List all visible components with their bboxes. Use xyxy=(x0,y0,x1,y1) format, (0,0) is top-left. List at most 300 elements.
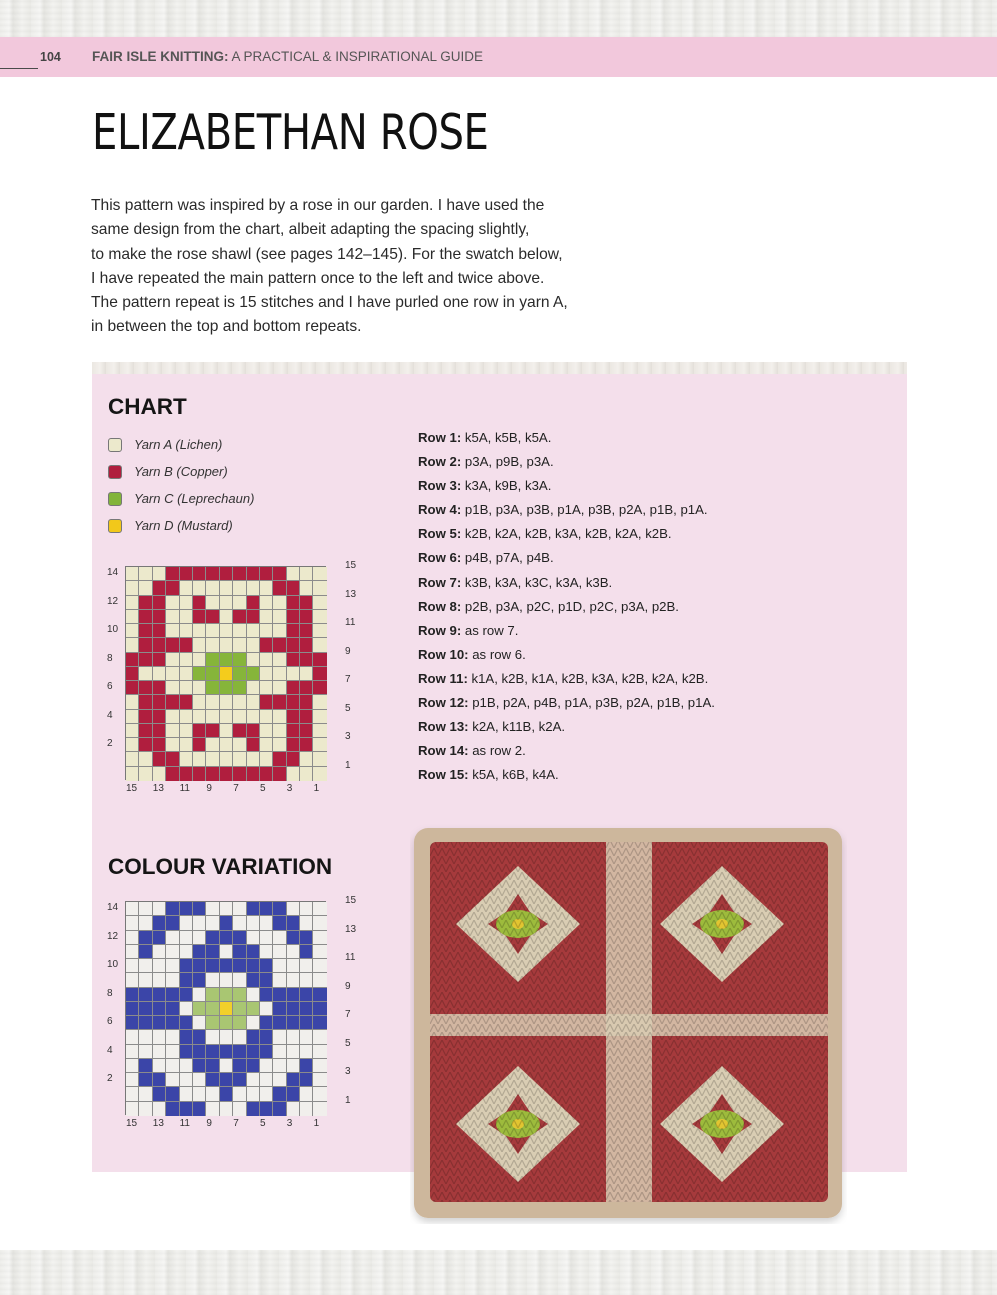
chart-cell xyxy=(139,638,152,652)
chart-cell xyxy=(206,767,219,781)
chart-cell xyxy=(260,638,273,652)
chart-cell xyxy=(166,1002,179,1016)
chart-cell xyxy=(220,610,233,624)
chart-cell xyxy=(166,916,179,930)
chart-cell xyxy=(233,945,246,959)
chart-cell xyxy=(313,653,326,667)
chart-cell xyxy=(233,959,246,973)
chart-cell xyxy=(153,767,166,781)
chart-cell xyxy=(180,710,193,724)
chart-cell xyxy=(300,1030,313,1044)
chart-cell xyxy=(166,902,179,916)
chart-cell xyxy=(273,1002,286,1016)
chart-cell xyxy=(247,1087,260,1101)
chart-cell xyxy=(260,1045,273,1059)
chart-cell xyxy=(206,1059,219,1073)
running-head xyxy=(92,49,483,64)
chart-cell xyxy=(180,902,193,916)
chart-cell xyxy=(287,1016,300,1030)
running-head-bold: FAIR ISLE KNITTING: xyxy=(92,49,229,64)
chart-cell xyxy=(273,710,286,724)
chart-cell xyxy=(287,767,300,781)
row-label: Row 9: xyxy=(418,622,462,638)
chart-cell xyxy=(206,1073,219,1087)
chart-cell xyxy=(313,1030,326,1044)
chart-cell xyxy=(180,681,193,695)
chart-cell xyxy=(273,959,286,973)
axis-label-right: 3 xyxy=(345,731,351,743)
chart-cell xyxy=(273,945,286,959)
chart-cell xyxy=(260,767,273,781)
chart-cell xyxy=(220,1045,233,1059)
row-instruction xyxy=(418,623,715,647)
chart-cell xyxy=(273,1073,286,1087)
chart-cell xyxy=(313,959,326,973)
chart-cell xyxy=(206,1102,219,1116)
chart-cell xyxy=(287,653,300,667)
chart-cell xyxy=(313,596,326,610)
chart-cell xyxy=(247,959,260,973)
chart-cell xyxy=(126,902,139,916)
chart-cell xyxy=(287,681,300,695)
knitted-swatch-photo xyxy=(410,824,847,1224)
chart-cell xyxy=(206,902,219,916)
chart-cell xyxy=(206,931,219,945)
chart-cell xyxy=(206,916,219,930)
chart-cell xyxy=(193,1016,206,1030)
row-instruction xyxy=(418,743,715,767)
chart-cell xyxy=(139,902,152,916)
yarn-a-swatch xyxy=(108,438,122,452)
chart-cell xyxy=(126,724,139,738)
axis-label-left: 4 xyxy=(107,1044,113,1056)
chart-cell xyxy=(126,752,139,766)
row-label: Row 1: xyxy=(418,430,462,445)
chart-cell xyxy=(220,567,233,581)
chart-cell xyxy=(287,916,300,930)
chart-cell xyxy=(300,653,313,667)
wood-texture-bottom xyxy=(0,1250,997,1295)
chart-cell xyxy=(220,1059,233,1073)
chart-cell xyxy=(206,973,219,987)
chart-cell xyxy=(287,695,300,709)
chart-cell xyxy=(313,767,326,781)
chart-cell xyxy=(233,1002,246,1016)
chart-cell xyxy=(126,610,139,624)
chart-cell xyxy=(220,738,233,752)
intro-line: same design from the chart, albeit adapting the spacing slightly, xyxy=(91,221,530,239)
row-instruction xyxy=(418,671,715,695)
axis-label-right: 13 xyxy=(345,588,357,600)
chart-cell xyxy=(126,916,139,930)
chart-cell xyxy=(260,752,273,766)
chart-cell xyxy=(126,767,139,781)
chart-cell xyxy=(233,738,246,752)
chart-cell xyxy=(287,667,300,681)
yarn-c-label: Yarn C (Leprechaun) xyxy=(134,491,255,506)
chart-cell xyxy=(206,1087,219,1101)
chart-cell xyxy=(166,767,179,781)
chart-cell xyxy=(180,988,193,1002)
chart-cell xyxy=(233,931,246,945)
row-text: as row 6. xyxy=(468,646,526,662)
chart-cell xyxy=(126,945,139,959)
chart-cell xyxy=(166,738,179,752)
chart-cell xyxy=(166,1059,179,1073)
row-text: as row 2. xyxy=(468,743,526,759)
row-text: p1B, p3A, p3B, p1A, p3B, p2A, p1B, p1A. xyxy=(461,502,708,518)
chart-cell xyxy=(233,581,246,595)
chart-cell xyxy=(247,610,260,624)
chart-cell xyxy=(313,667,326,681)
chart-cell xyxy=(180,1087,193,1101)
row-text: k5A, k5B, k5A. xyxy=(461,430,552,445)
chart-cell xyxy=(313,638,326,652)
colour-variation-grid xyxy=(125,901,326,1115)
chart-cell xyxy=(126,1087,139,1101)
chart-cell xyxy=(139,710,152,724)
chart-cell xyxy=(300,667,313,681)
chart-cell xyxy=(287,1059,300,1073)
chart-cell xyxy=(287,752,300,766)
key-item-yarn-c xyxy=(108,485,254,512)
chart-cell xyxy=(220,988,233,1002)
chart-cell xyxy=(180,916,193,930)
chart-cell xyxy=(313,581,326,595)
yarn-d-label: Yarn D (Mustard) xyxy=(134,518,233,533)
chart-cell xyxy=(193,610,206,624)
chart-cell xyxy=(126,959,139,973)
chart-cell xyxy=(180,638,193,652)
chart-cell xyxy=(153,624,166,638)
chart-cell xyxy=(260,667,273,681)
chart-cell xyxy=(126,624,139,638)
chart-cell xyxy=(300,945,313,959)
chart-cell xyxy=(313,1059,326,1073)
chart-cell xyxy=(220,945,233,959)
chart-cell xyxy=(260,945,273,959)
chart-cell xyxy=(193,1030,206,1044)
axis-label-bottom: 1 xyxy=(313,783,320,794)
chart-cell xyxy=(206,596,219,610)
yarn-b-label: Yarn B (Copper) xyxy=(134,464,228,479)
chart-cell xyxy=(206,724,219,738)
chart-cell xyxy=(247,581,260,595)
row-label: Row 12: xyxy=(418,695,469,711)
chart-cell xyxy=(166,1016,179,1030)
chart-cell xyxy=(193,902,206,916)
chart-cell xyxy=(273,681,286,695)
chart-cell xyxy=(126,1102,139,1116)
running-head-rest: A PRACTICAL & INSPIRATIONAL GUIDE xyxy=(228,49,484,64)
chart-cell xyxy=(287,738,300,752)
chart-cell xyxy=(300,1102,313,1116)
chart-cell xyxy=(247,1045,260,1059)
chart-cell xyxy=(166,567,179,581)
chart-cell xyxy=(139,1002,152,1016)
chart-cell xyxy=(220,973,233,987)
chart-cell xyxy=(313,1073,326,1087)
chart-cell xyxy=(247,1059,260,1073)
row-text: k3B, k3A, k3C, k3A, k3B. xyxy=(461,574,613,590)
chart-cell xyxy=(206,1045,219,1059)
chart-cell xyxy=(273,610,286,624)
chart-cell xyxy=(313,945,326,959)
chart-cell xyxy=(313,738,326,752)
axis-label-right: 1 xyxy=(345,759,351,771)
chart-cell xyxy=(193,1002,206,1016)
chart-cell xyxy=(126,1059,139,1073)
chart-cell xyxy=(313,752,326,766)
chart-cell xyxy=(153,1016,166,1030)
chart-cell xyxy=(260,1073,273,1087)
chart-cell xyxy=(313,931,326,945)
chart-cell xyxy=(139,1045,152,1059)
chart-cell xyxy=(139,931,152,945)
chart-cell xyxy=(273,581,286,595)
chart-cell xyxy=(313,624,326,638)
chart-cell xyxy=(247,710,260,724)
chart-cell xyxy=(300,959,313,973)
chart-cell xyxy=(139,945,152,959)
chart-cell xyxy=(139,1102,152,1116)
chart-cell xyxy=(260,1002,273,1016)
chart-cell xyxy=(273,916,286,930)
chart-cell xyxy=(206,638,219,652)
row-instruction xyxy=(418,526,715,550)
chart-cell xyxy=(300,902,313,916)
chart-cell xyxy=(220,653,233,667)
chart-cell xyxy=(206,1016,219,1030)
chart-cell xyxy=(206,738,219,752)
chart-cell xyxy=(153,738,166,752)
chart-cell xyxy=(273,596,286,610)
chart-cell xyxy=(193,667,206,681)
axis-label-left: 14 xyxy=(107,902,119,913)
chart-cell xyxy=(300,931,313,945)
row-instruction xyxy=(418,599,715,623)
chart-cell xyxy=(139,988,152,1002)
row-label: Row 11: xyxy=(418,670,468,686)
chart-cell xyxy=(153,567,166,581)
axis-label-bottom: 3 xyxy=(286,783,293,794)
chart-cell xyxy=(193,681,206,695)
chart-cell xyxy=(166,931,179,945)
chart-cell xyxy=(139,581,152,595)
chart-cell xyxy=(193,1102,206,1116)
chart-cell xyxy=(166,724,179,738)
chart-cell xyxy=(233,638,246,652)
axis-label-right: 3 xyxy=(345,1066,351,1078)
axis-label-bottom: 11 xyxy=(179,1118,190,1129)
axis-label-right: 11 xyxy=(345,617,356,629)
axis-label-right: 15 xyxy=(345,895,357,906)
chart-cell xyxy=(287,988,300,1002)
chart-cell xyxy=(126,567,139,581)
chart-cell xyxy=(247,1002,260,1016)
chart-cell xyxy=(126,1002,139,1016)
chart-cell xyxy=(287,1073,300,1087)
chart-cell xyxy=(300,681,313,695)
chart-cell xyxy=(233,1030,246,1044)
wood-texture-top xyxy=(0,0,997,37)
chart-cell xyxy=(313,724,326,738)
axis-label-left: 6 xyxy=(107,1016,113,1028)
chart-cell xyxy=(287,1087,300,1101)
chart-cell xyxy=(193,695,206,709)
chart-cell xyxy=(313,1102,326,1116)
chart-cell xyxy=(166,695,179,709)
row-label: Row 8: xyxy=(418,598,462,614)
chart-cell xyxy=(313,1016,326,1030)
chart-cell xyxy=(139,916,152,930)
chart-cell xyxy=(247,902,260,916)
chart-cell xyxy=(260,1059,273,1073)
row-instruction xyxy=(418,767,715,791)
chart-cell xyxy=(273,752,286,766)
chart-cell xyxy=(300,695,313,709)
chart-cell xyxy=(220,681,233,695)
chart-cell xyxy=(166,610,179,624)
row-label: Row 14: xyxy=(418,743,469,759)
chart-cell xyxy=(139,653,152,667)
chart-cell xyxy=(247,1102,260,1116)
chart-cell xyxy=(193,931,206,945)
row-instruction xyxy=(418,502,715,526)
chart-cell xyxy=(220,931,233,945)
chart-cell xyxy=(193,653,206,667)
chart-cell xyxy=(126,596,139,610)
chart-cell xyxy=(180,945,193,959)
chart-cell xyxy=(153,1030,166,1044)
axis-label-right: 7 xyxy=(345,1009,351,1021)
chart-cell xyxy=(180,724,193,738)
chart-cell xyxy=(166,988,179,1002)
chart-cell xyxy=(220,638,233,652)
chart-cell xyxy=(233,1045,246,1059)
intro-paragraph xyxy=(91,194,651,340)
axis-label-bottom: 7 xyxy=(233,1118,239,1129)
chart-cell xyxy=(166,1073,179,1087)
chart-cell xyxy=(300,767,313,781)
chart-cell xyxy=(126,667,139,681)
axis-label-right: 9 xyxy=(345,980,351,992)
chart-cell xyxy=(206,610,219,624)
chart-cell xyxy=(206,624,219,638)
chart-cell xyxy=(206,581,219,595)
chart-cell xyxy=(313,973,326,987)
chart-cell xyxy=(220,1030,233,1044)
chart-cell xyxy=(260,959,273,973)
chart-cell xyxy=(180,581,193,595)
yarn-b-swatch xyxy=(108,465,122,479)
row-text: k3A, k9B, k3A. xyxy=(461,478,552,494)
chart-cell xyxy=(287,710,300,724)
chart-cell xyxy=(247,738,260,752)
chart-cell xyxy=(206,945,219,959)
chart-cell xyxy=(287,624,300,638)
chart-cell xyxy=(233,681,246,695)
chart-cell xyxy=(206,1002,219,1016)
chart-cell xyxy=(180,567,193,581)
chart-cell xyxy=(166,638,179,652)
row-instruction xyxy=(418,575,715,599)
chart-cell xyxy=(260,738,273,752)
intro-line: The pattern repeat is 15 stitches and I have purled one row in yarn A, xyxy=(91,294,568,312)
chart-cell xyxy=(287,1002,300,1016)
row-instruction xyxy=(418,550,715,574)
intro-line: This pattern was inspired by a rose in our garden. I have used the xyxy=(91,197,545,214)
chart-cell xyxy=(273,567,286,581)
chart-cell xyxy=(313,567,326,581)
chart-cell xyxy=(247,596,260,610)
chart-cell xyxy=(287,567,300,581)
chart-cell xyxy=(139,695,152,709)
chart-cell xyxy=(139,959,152,973)
chart-cell xyxy=(220,1002,233,1016)
chart-cell xyxy=(220,581,233,595)
chart-cell xyxy=(287,596,300,610)
chart-cell xyxy=(180,752,193,766)
intro-line: to make the rose shawl (see pages 142–145). For the swatch below, xyxy=(91,245,563,263)
chart-cell xyxy=(287,973,300,987)
chart-cell xyxy=(180,1030,193,1044)
chart-cell xyxy=(220,1016,233,1030)
row-text: p1B, p2A, p4B, p1A, p3B, p2A, p1B, p1A. xyxy=(468,695,715,711)
chart-cell xyxy=(126,581,139,595)
intro-line: in between the top and bottom repeats. xyxy=(91,318,362,336)
chart-cell xyxy=(180,610,193,624)
row-text: k5A, k6B, k4A. xyxy=(468,767,559,783)
chart-cell xyxy=(153,988,166,1002)
chart-cell xyxy=(313,1045,326,1059)
chart-cell xyxy=(273,724,286,738)
chart-cell xyxy=(273,695,286,709)
chart-cell xyxy=(180,1002,193,1016)
chart-cell xyxy=(247,667,260,681)
chart-cell xyxy=(233,1073,246,1087)
chart-cell xyxy=(313,902,326,916)
chart-cell xyxy=(313,610,326,624)
chart-cell xyxy=(180,959,193,973)
chart-cell xyxy=(166,1102,179,1116)
chart-cell xyxy=(126,973,139,987)
chart-cell xyxy=(206,1030,219,1044)
chart-cell xyxy=(139,752,152,766)
chart-cell xyxy=(300,1087,313,1101)
chart-cell xyxy=(153,710,166,724)
chart-cell xyxy=(260,988,273,1002)
chart-cell xyxy=(220,752,233,766)
chart-cell xyxy=(220,767,233,781)
chart-cell xyxy=(233,1087,246,1101)
row-instruction xyxy=(418,478,715,502)
row-label: Row 15: xyxy=(418,767,469,783)
axis-label-bottom: 15 xyxy=(126,1118,138,1129)
axis-label-bottom: 13 xyxy=(152,1118,164,1129)
page-title: ELIZABETHAN ROSE xyxy=(92,104,489,161)
chart-cell xyxy=(273,624,286,638)
row-label: Row 4: xyxy=(418,502,462,518)
chart-cell xyxy=(166,1030,179,1044)
chart-cell xyxy=(206,710,219,724)
chart-cell xyxy=(233,567,246,581)
chart-cell xyxy=(153,752,166,766)
chart-cell xyxy=(273,767,286,781)
chart-cell xyxy=(287,945,300,959)
chart-cell xyxy=(193,916,206,930)
chart-cell xyxy=(139,1087,152,1101)
